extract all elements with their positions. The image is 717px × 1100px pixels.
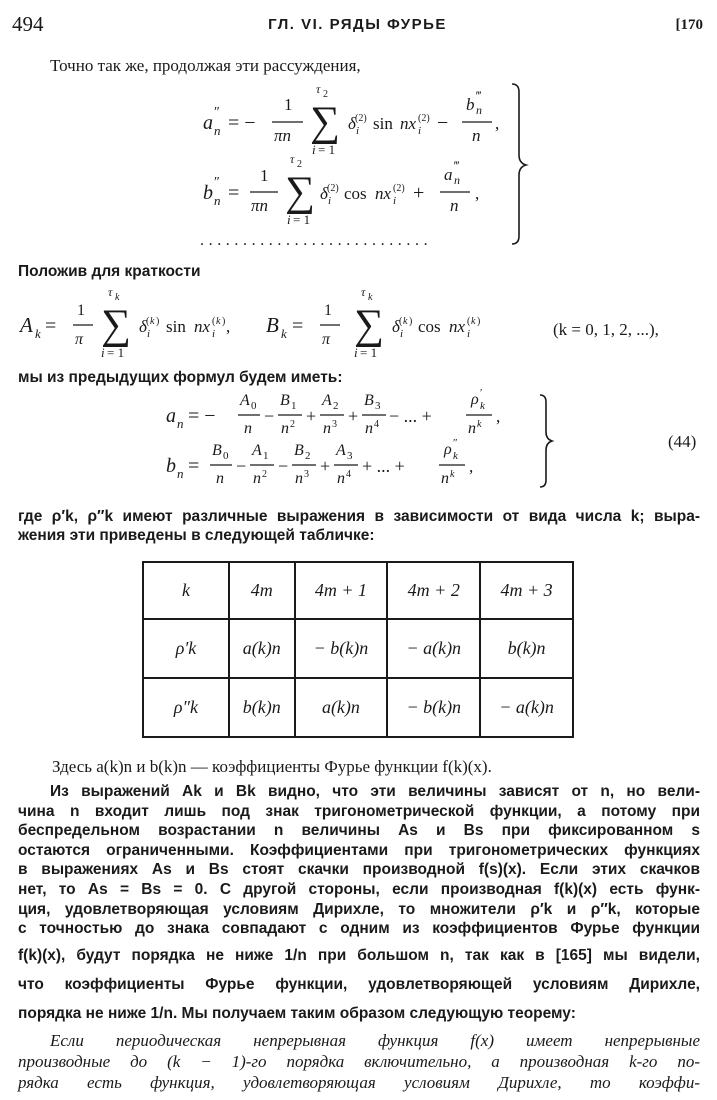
theorem-statement bbox=[18, 1030, 700, 1093]
svg-text:=: = bbox=[45, 315, 57, 337]
paragraph-line: в выражениях As и Bs стоят скачки производной f(s)(x). Если этих скачков bbox=[18, 861, 700, 879]
svg-text:ρ: ρ bbox=[471, 391, 479, 408]
svg-text:A: A bbox=[252, 442, 262, 459]
svg-text:i: i bbox=[287, 212, 291, 227]
svg-text:,: , bbox=[495, 114, 500, 133]
svg-text:n: n bbox=[216, 470, 224, 487]
svg-text:τ: τ bbox=[290, 152, 295, 166]
svg-text:n: n bbox=[281, 420, 289, 437]
svg-text:cos: cos bbox=[418, 317, 441, 336]
svg-text:(: ( bbox=[212, 316, 216, 327]
svg-text:=: = bbox=[292, 315, 304, 337]
svg-text:a: a bbox=[203, 112, 213, 134]
theorem-line: рядка есть функция, удовлетворяющая условиям Дирихле, то коэффи- bbox=[18, 1073, 700, 1092]
svg-text:πn: πn bbox=[274, 126, 292, 145]
svg-text:): ) bbox=[477, 316, 481, 327]
svg-text:+: + bbox=[306, 406, 317, 426]
svg-text:n: n bbox=[337, 470, 345, 487]
svg-text:i: i bbox=[354, 345, 358, 360]
svg-text:δ: δ bbox=[139, 317, 147, 336]
where-line-2: жения эти приведены в следующей табличке: bbox=[18, 527, 375, 544]
svg-text:): ) bbox=[409, 316, 413, 327]
table-row bbox=[143, 678, 573, 737]
svg-text:a: a bbox=[166, 405, 176, 427]
svg-text:A: A bbox=[336, 442, 346, 459]
svg-text:=: = bbox=[228, 182, 240, 204]
rho-table bbox=[142, 561, 574, 738]
svg-text:= 1: = 1 bbox=[318, 142, 336, 157]
svg-text:δ: δ bbox=[320, 184, 328, 203]
svg-text:‴: ‴ bbox=[476, 88, 482, 103]
svg-text:i: i bbox=[312, 142, 316, 157]
svg-text:n: n bbox=[214, 123, 221, 138]
where-line-1: где ρ′k, ρ″k имеют различные выражения в зависимости от вида числа k; выра- bbox=[18, 508, 700, 525]
svg-text:B: B bbox=[266, 313, 279, 337]
table-row-label: ρ′k bbox=[143, 619, 229, 678]
table-header-row bbox=[143, 562, 573, 619]
table-cell: − a(k)n bbox=[480, 678, 573, 737]
abbreviation-line: Положив для краткости bbox=[18, 263, 201, 280]
page-number: 494 bbox=[12, 12, 44, 36]
paragraph-line: Из выражений Ak и Bk видно, что эти величины зависят от n, но вели- bbox=[50, 783, 700, 800]
svg-text:‴: ‴ bbox=[454, 158, 460, 173]
svg-text:−: − bbox=[278, 456, 289, 476]
svg-text:−: − bbox=[437, 112, 449, 134]
svg-text:1: 1 bbox=[324, 302, 332, 319]
svg-text:sin: sin bbox=[166, 317, 186, 336]
paragraph-line: ция, удовлетворяющая условиям Дирихле, то множители ρ′k и ρ″k, которые bbox=[18, 900, 700, 918]
svg-text:i: i bbox=[356, 125, 360, 137]
svg-text:1: 1 bbox=[284, 95, 293, 114]
svg-text:τ: τ bbox=[108, 285, 113, 299]
svg-text:B: B bbox=[294, 442, 304, 459]
svg-text:4: 4 bbox=[374, 419, 379, 430]
svg-text:k: k bbox=[403, 316, 408, 327]
svg-text:1: 1 bbox=[263, 450, 269, 462]
svg-text:n: n bbox=[177, 466, 184, 481]
svg-text:nx: nx bbox=[449, 317, 466, 336]
svg-text:∑: ∑ bbox=[354, 302, 384, 348]
svg-text:i: i bbox=[212, 328, 216, 340]
svg-text:i: i bbox=[400, 328, 404, 340]
table-header-cell: k bbox=[143, 562, 229, 619]
equation-number: (44) bbox=[668, 432, 697, 451]
svg-text:k: k bbox=[477, 419, 482, 430]
svg-text:π: π bbox=[75, 331, 84, 348]
svg-text:b: b bbox=[166, 455, 176, 477]
svg-text:A: A bbox=[20, 313, 33, 337]
svg-text:n: n bbox=[472, 126, 481, 145]
main-paragraph bbox=[18, 782, 700, 1031]
svg-text:′: ′ bbox=[480, 387, 483, 399]
svg-text:= −: = − bbox=[228, 112, 256, 134]
paragraph-line: остаются ограниченными. Коэффициентами при тригонометрических функциях bbox=[18, 841, 700, 859]
we-have-line: мы из предыдущих формул будем иметь: bbox=[18, 369, 343, 386]
table-row-label: ρ″k bbox=[143, 678, 229, 737]
table-cell: − b(k)n bbox=[295, 619, 388, 678]
svg-text:∑: ∑ bbox=[285, 169, 315, 215]
svg-text:(2): (2) bbox=[418, 113, 430, 124]
svg-text:(: ( bbox=[467, 316, 471, 327]
table-cell: − a(k)n bbox=[387, 619, 480, 678]
svg-text:= 1: = 1 bbox=[293, 212, 311, 227]
paragraph-line: с точностью до знака совпадают с одним из коэффициентов Фурье функции bbox=[18, 920, 700, 938]
svg-text:−: − bbox=[264, 406, 275, 426]
svg-text:,: , bbox=[226, 317, 231, 336]
svg-text:=: = bbox=[188, 455, 200, 477]
intro-line: Точно так же, продолжая эти рассуждения, bbox=[50, 56, 361, 75]
svg-text:1: 1 bbox=[260, 166, 269, 185]
svg-text:= −: = − bbox=[188, 405, 216, 427]
paragraph-line: порядка не ниже 1/n. Мы получаем таким образом следующую теорему: bbox=[18, 1004, 576, 1022]
svg-text:n: n bbox=[476, 103, 482, 117]
svg-text:+: + bbox=[348, 406, 359, 426]
svg-text:,: , bbox=[496, 407, 501, 426]
svg-text:,: , bbox=[475, 184, 480, 203]
svg-text:δ: δ bbox=[392, 317, 400, 336]
section-number: [170 bbox=[675, 17, 703, 33]
svg-text:n: n bbox=[365, 420, 373, 437]
svg-text:k: k bbox=[281, 326, 287, 341]
svg-text:3: 3 bbox=[375, 400, 381, 412]
svg-text:= 1: = 1 bbox=[360, 345, 378, 360]
svg-text:3: 3 bbox=[304, 469, 309, 480]
svg-text:nx: nx bbox=[375, 184, 392, 203]
table-cell: − b(k)n bbox=[387, 678, 480, 737]
svg-text:πn: πn bbox=[251, 196, 269, 215]
paragraph-line: чина n входит лишь под знак тригонометрической функции, а потому при bbox=[18, 802, 700, 820]
svg-text:2: 2 bbox=[262, 469, 267, 480]
svg-text:n: n bbox=[295, 470, 303, 487]
svg-text:k: k bbox=[368, 292, 373, 303]
svg-text:k: k bbox=[450, 469, 455, 480]
svg-text:2: 2 bbox=[323, 89, 328, 100]
svg-text:sin: sin bbox=[373, 114, 393, 133]
svg-text:i: i bbox=[418, 125, 422, 137]
theorem-line: производные до (k − 1)-го порядка включительно, а производная k-го по- bbox=[18, 1052, 700, 1071]
svg-text:n: n bbox=[177, 416, 184, 431]
range-note: (k = 0, 1, 2, ...), bbox=[553, 320, 659, 339]
svg-text:+ ... +: + ... + bbox=[362, 456, 405, 476]
svg-text:(: ( bbox=[146, 316, 150, 327]
svg-text:ρ: ρ bbox=[444, 441, 452, 458]
table-cell: a(k)n bbox=[295, 678, 388, 737]
svg-text:i: i bbox=[467, 328, 471, 340]
svg-text:n: n bbox=[450, 196, 459, 215]
svg-text:2: 2 bbox=[290, 419, 295, 430]
svg-text:(: ( bbox=[399, 316, 403, 327]
svg-text:nx: nx bbox=[400, 114, 417, 133]
where-paragraph bbox=[18, 507, 700, 545]
svg-text:k: k bbox=[115, 292, 120, 303]
svg-text:″: ″ bbox=[453, 437, 458, 449]
svg-text:n: n bbox=[323, 420, 331, 437]
svg-text:k: k bbox=[216, 316, 221, 327]
svg-text:): ) bbox=[156, 316, 160, 327]
chapter-title: ГЛ. VI. РЯДЫ ФУРЬЕ bbox=[268, 16, 447, 33]
svg-text:,: , bbox=[469, 457, 474, 476]
svg-text:0: 0 bbox=[223, 450, 229, 462]
svg-text:= 1: = 1 bbox=[107, 345, 125, 360]
table-cell: b(k)n bbox=[480, 619, 573, 678]
svg-text:(2): (2) bbox=[393, 183, 405, 194]
svg-text:+: + bbox=[413, 182, 425, 204]
svg-text:i: i bbox=[393, 195, 397, 207]
svg-text:τ: τ bbox=[316, 82, 321, 96]
svg-text:a: a bbox=[444, 165, 453, 184]
svg-text:∑: ∑ bbox=[101, 302, 131, 348]
svg-text:n: n bbox=[441, 470, 449, 487]
paragraph-line: что коэффициенты Фурье функции, удовлетворяющей условиям Дирихле, bbox=[18, 975, 700, 993]
svg-text:B: B bbox=[280, 392, 290, 409]
svg-text:−: − bbox=[236, 456, 247, 476]
table-header-cell: 4m bbox=[229, 562, 295, 619]
svg-text:B: B bbox=[364, 392, 374, 409]
coefficients-note: Здесь a(k)n и b(k)n — коэффициенты Фурье функции f(k)(x). bbox=[52, 757, 492, 776]
svg-text:2: 2 bbox=[297, 159, 302, 170]
svg-text:k: k bbox=[150, 316, 155, 327]
svg-text:k: k bbox=[480, 400, 485, 412]
svg-text:k: k bbox=[453, 450, 458, 462]
svg-text:− ... +: − ... + bbox=[389, 406, 432, 426]
paragraph-line: f(k)(x), будут порядка не ниже 1/n при большом n, так как в [165] мы видели, bbox=[18, 946, 700, 964]
svg-text:nx: nx bbox=[194, 317, 211, 336]
svg-text:i: i bbox=[328, 195, 332, 207]
svg-text:): ) bbox=[222, 316, 226, 327]
svg-text:2: 2 bbox=[333, 400, 339, 412]
svg-text:+: + bbox=[320, 456, 331, 476]
svg-text:i: i bbox=[101, 345, 105, 360]
theorem-line: Если периодическая непрерывная функция f(x) имеет непрерывные bbox=[50, 1031, 700, 1050]
svg-text:0: 0 bbox=[251, 400, 257, 412]
svg-text:A: A bbox=[322, 392, 332, 409]
paragraph-line: беспредельном возрастании n величины As и Bs при фиксированном s bbox=[18, 822, 700, 840]
svg-text:τ: τ bbox=[361, 285, 366, 299]
svg-text:n: n bbox=[454, 173, 460, 187]
svg-text:∑: ∑ bbox=[310, 99, 340, 145]
svg-text:1: 1 bbox=[291, 400, 297, 412]
table-header-cell: 4m + 1 bbox=[295, 562, 388, 619]
svg-text:(2): (2) bbox=[327, 183, 339, 194]
paragraph-line: нет, то As = Bs = 0. С другой стороны, если производная f(k)(x) есть функ- bbox=[18, 880, 700, 898]
svg-text:b: b bbox=[203, 182, 213, 204]
svg-text:π: π bbox=[322, 331, 331, 348]
svg-text:(2): (2) bbox=[355, 113, 367, 124]
svg-text:k: k bbox=[471, 316, 476, 327]
svg-text:b: b bbox=[466, 95, 475, 114]
table-cell: b(k)n bbox=[229, 678, 295, 737]
table-row bbox=[143, 619, 573, 678]
svg-text:...........................: ........................... bbox=[200, 232, 433, 249]
svg-text:2: 2 bbox=[305, 450, 311, 462]
svg-text:A: A bbox=[240, 392, 250, 409]
svg-text:B: B bbox=[212, 442, 222, 459]
svg-text:3: 3 bbox=[332, 419, 337, 430]
svg-text:1: 1 bbox=[77, 302, 85, 319]
svg-text:i: i bbox=[147, 328, 151, 340]
table-header-cell: 4m + 2 bbox=[387, 562, 480, 619]
svg-text:″: ″ bbox=[214, 175, 220, 190]
svg-text:cos: cos bbox=[344, 184, 367, 203]
table-cell: a(k)n bbox=[229, 619, 295, 678]
svg-text:n: n bbox=[244, 420, 252, 437]
svg-text:3: 3 bbox=[347, 450, 353, 462]
svg-text:n: n bbox=[468, 420, 476, 437]
svg-text:k: k bbox=[35, 326, 41, 341]
svg-text:4: 4 bbox=[346, 469, 351, 480]
svg-text:″: ″ bbox=[214, 105, 220, 120]
svg-text:δ: δ bbox=[348, 114, 356, 133]
table-header-cell: 4m + 3 bbox=[480, 562, 573, 619]
svg-text:n: n bbox=[214, 193, 221, 208]
svg-text:n: n bbox=[253, 470, 261, 487]
